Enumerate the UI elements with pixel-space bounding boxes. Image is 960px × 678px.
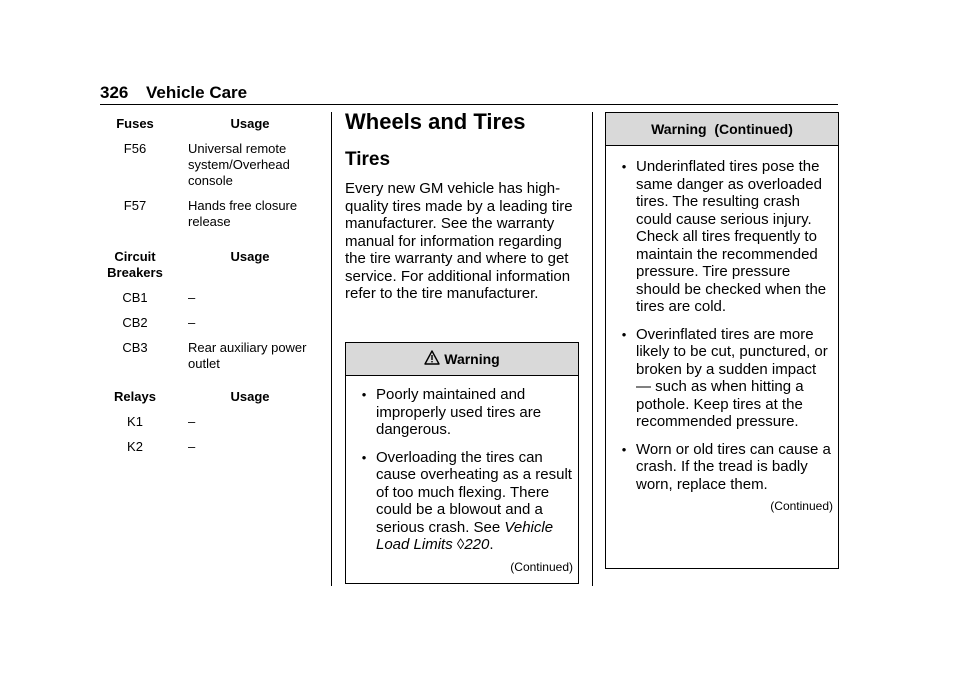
fuse-id: F56: [123, 141, 147, 156]
fuse-id: F57: [123, 198, 147, 213]
table-row: [100, 290, 320, 306]
bullet-text-end: .: [489, 536, 494, 553]
warning-continued-box: [605, 112, 839, 569]
fuse-usage: Hands free closure release: [188, 198, 298, 229]
table-header: [100, 389, 320, 405]
table-row: [100, 141, 320, 189]
bullet-text: Underinflated tires pose the same danger as overloaded tires. The resulting crash could cause serious injury. Check all tires frequently to maintain the recommended pressure. Tire pressure should be checked when the tires are cold.: [636, 158, 827, 315]
list-item: [612, 326, 832, 431]
relay-usage: –: [188, 439, 196, 454]
column-divider: [331, 112, 332, 586]
list-item: [612, 158, 832, 316]
table-row: [100, 198, 320, 230]
bullet-text: Overinflated tires are more likely to be cut, punctured, or broken by a sudden impact — such as when hitting a pothole. Keep tires at the recommended pressure.: [636, 325, 828, 430]
relay-id: K2: [127, 439, 143, 454]
breaker-usage: –: [188, 290, 196, 305]
warning-label: Warning: [444, 351, 500, 367]
relay-usage: –: [188, 414, 196, 429]
main-column: [345, 108, 579, 303]
bullet-text: Poorly maintained and improperly used tires are dangerous.: [376, 386, 542, 438]
bullet-text-main: Overloading the tires can cause overheating as a result of too much flexing. There could be a blowout and a serious crash. See: [376, 448, 572, 536]
warning-list: [606, 146, 838, 493]
header-cell: Circuit Breakers: [107, 249, 163, 280]
bullet-text: Worn or old tires can cause a crash. If the tread is badly worn, replace them.: [636, 440, 831, 493]
bullet-marker: •: [361, 387, 367, 402]
continued-note: (Continued): [770, 499, 833, 513]
table-row: [100, 340, 320, 372]
bullet-marker: •: [621, 159, 627, 174]
table-header: [100, 249, 320, 281]
warning-box: [345, 342, 579, 584]
relay-id: K1: [127, 414, 143, 429]
bullet-marker: •: [621, 441, 627, 457]
warning-header: [606, 113, 838, 146]
header-cell: Usage: [230, 116, 270, 131]
breaker-table: [100, 249, 320, 372]
breaker-id: CB1: [122, 290, 148, 305]
fuse-table: [100, 116, 320, 230]
breaker-id: CB3: [122, 340, 148, 355]
warning-triangle-icon: [424, 350, 440, 368]
header-cell: Relays: [114, 389, 156, 404]
breaker-usage: –: [188, 315, 196, 330]
table-header: [100, 116, 320, 132]
list-item: [612, 441, 832, 494]
bullet-text: [376, 449, 572, 554]
page-reference[interactable]: 220: [464, 536, 490, 553]
header-cell: Usage: [230, 389, 270, 404]
warning-list: [346, 376, 578, 554]
page-header: [100, 82, 838, 105]
cross-reference-link[interactable]: Vehicle Load Limits: [376, 518, 554, 553]
list-item: [352, 449, 572, 554]
fuse-column: [100, 116, 320, 464]
breaker-id: CB2: [122, 315, 148, 330]
column-divider: [592, 112, 593, 586]
bullet-marker: •: [361, 449, 367, 465]
page-number: 326: [100, 83, 129, 102]
continued-note: (Continued): [510, 559, 573, 574]
table-row: [100, 414, 320, 430]
intro-paragraph: Every new GM vehicle has high-quality tires made by a leading tire manufacturer. See the warranty manual for information regarding the tire warranty and where to get service. For additional information refer to the tire manufacturer.: [345, 180, 573, 302]
breaker-usage: Rear auxiliary power outlet: [188, 340, 307, 371]
bullet-marker: •: [621, 326, 627, 342]
table-row: [100, 439, 320, 455]
section-heading: Tires: [345, 149, 391, 170]
chapter-title: Wheels and Tires: [345, 109, 526, 134]
header-cell: Fuses: [116, 116, 154, 131]
relay-table: [100, 389, 320, 455]
page-ref-arrow-icon: ◊: [456, 536, 465, 553]
warning-header: [346, 343, 578, 376]
header-cell: Usage: [230, 249, 270, 264]
table-row: [100, 315, 320, 331]
section-title: Vehicle Care: [146, 83, 248, 102]
warning-label: Warning (Continued): [651, 121, 793, 137]
list-item: [352, 386, 572, 439]
fuse-usage: Universal remote system/Overhead console: [188, 141, 290, 188]
